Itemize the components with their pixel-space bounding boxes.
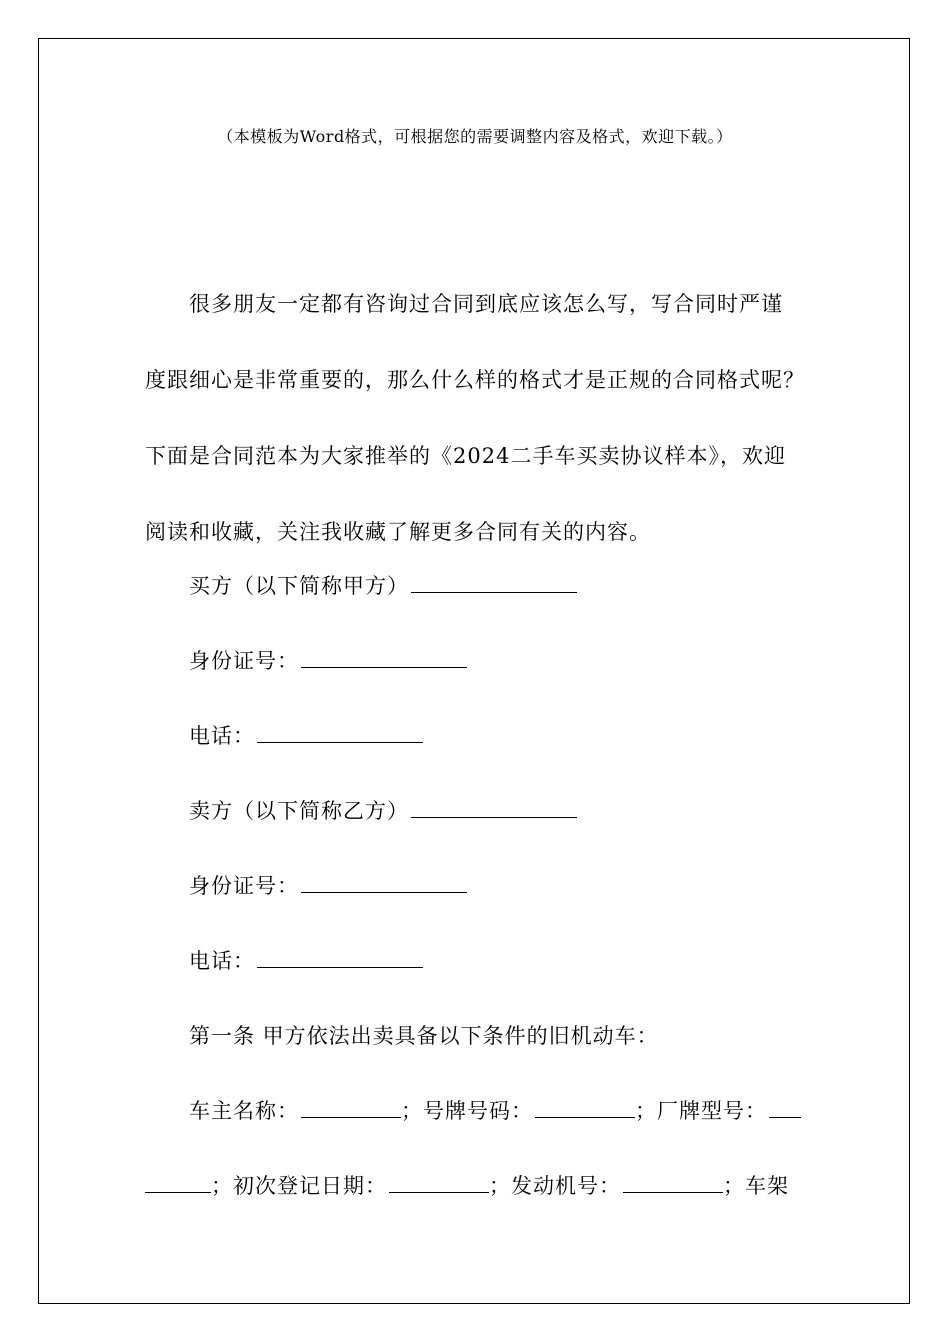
engine-number-blank[interactable] xyxy=(623,1172,723,1193)
engine-number-label: ；发动机号： xyxy=(489,1174,621,1198)
first-registration-label: ；初次登记日期： xyxy=(211,1174,387,1198)
owner-name-label: 车主名称： xyxy=(189,1099,299,1123)
intro-line-2: 度跟细心是非常重要的，那么什么样的格式才是正规的合同格式呢？ xyxy=(145,368,805,392)
article-1-title: 第一条 甲方依法出卖具备以下条件的旧机动车： xyxy=(189,1024,659,1048)
buyer-label: 买方（以下简称甲方） xyxy=(189,574,409,598)
intro-line-1: 很多朋友一定都有咨询过合同到底应该怎么写，写合同时严谨 xyxy=(189,292,783,316)
intro-paragraph xyxy=(145,266,810,570)
buyer-phone-label: 电话： xyxy=(189,724,255,748)
buyer-name-blank[interactable] xyxy=(411,572,577,593)
model-blank-end[interactable] xyxy=(145,1172,211,1193)
template-note: （本模板为Word格式，可根据您的需要调整内容及格式，欢迎下载。） xyxy=(217,127,733,146)
buyer-row xyxy=(189,571,577,601)
first-registration-blank[interactable] xyxy=(389,1172,489,1193)
seller-phone-label: 电话： xyxy=(189,949,255,973)
owner-name-blank[interactable] xyxy=(301,1097,401,1118)
buyer-phone-row xyxy=(189,721,423,751)
seller-name-blank[interactable] xyxy=(411,797,577,818)
seller-id-label: 身份证号： xyxy=(189,874,299,898)
buyer-phone-blank[interactable] xyxy=(257,722,423,743)
seller-phone-row xyxy=(189,946,423,976)
model-label: ；厂牌型号： xyxy=(635,1099,767,1123)
vehicle-info-row-2 xyxy=(145,1171,789,1201)
buyer-id-blank[interactable] xyxy=(301,647,467,668)
plate-number-blank[interactable] xyxy=(535,1097,635,1118)
seller-label: 卖方（以下简称乙方） xyxy=(189,799,409,823)
vehicle-info-row-1 xyxy=(189,1096,801,1126)
frame-number-label: ；车架 xyxy=(723,1174,789,1198)
seller-phone-blank[interactable] xyxy=(257,947,423,968)
model-blank-start[interactable] xyxy=(769,1097,801,1118)
plate-number-label: ；号牌号码： xyxy=(401,1099,533,1123)
buyer-id-label: 身份证号： xyxy=(189,649,299,673)
seller-id-blank[interactable] xyxy=(301,872,467,893)
seller-id-row xyxy=(189,871,467,901)
seller-row xyxy=(189,796,577,826)
intro-line-4: 阅读和收藏，关注我收藏了解更多合同有关的内容。 xyxy=(145,520,651,544)
intro-line-3: 下面是合同范本为大家推举的《2024二手车买卖协议样本》，欢迎 xyxy=(145,444,786,468)
buyer-id-row xyxy=(189,646,467,676)
